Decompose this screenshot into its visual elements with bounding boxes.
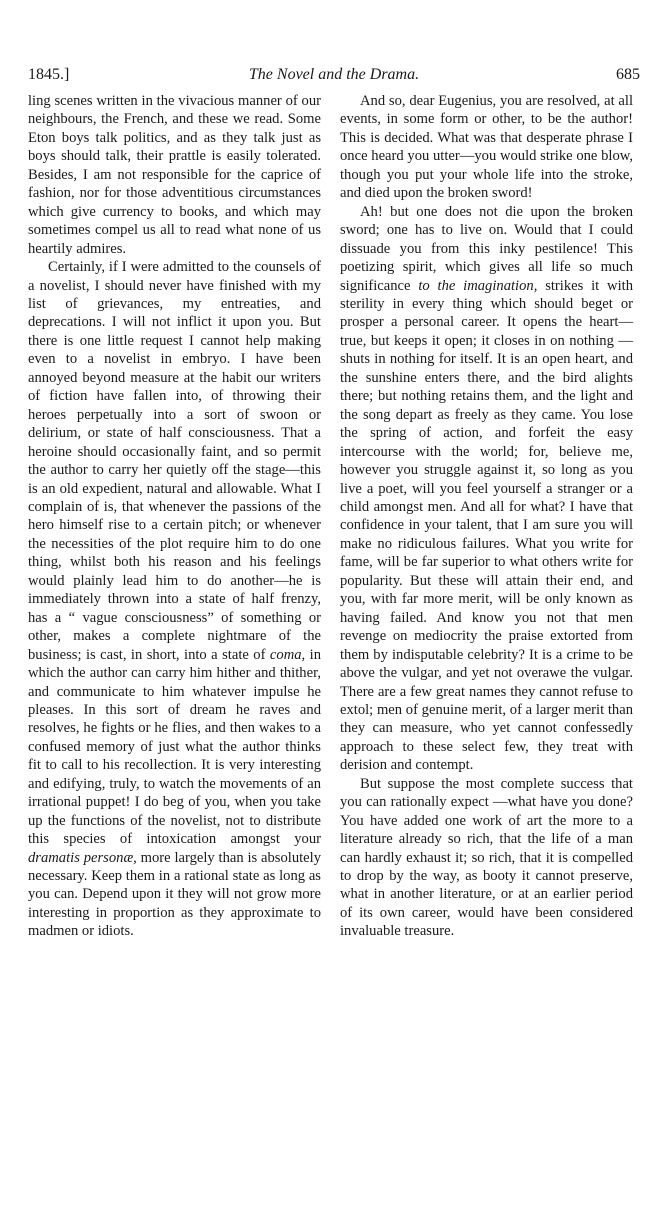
- left-column: [28, 92, 321, 941]
- text-run: more largely than is absolutely necessary. Keep them in a rational state as long as you can. Depend upon it they will not grow more interesting in proportion as they approximate to madmen or idiots.: [28, 849, 322, 940]
- italic-text: coma,: [269, 646, 306, 663]
- text-run: strikes it with sterility in every thing which should beget or prosper a personal career. It opens the heart—true, but keeps it open; it closes in on nothing —shuts in nothing for itself. It is an open heart, and the sunshine enters there, and the bird alights there; but nothing retains them, and the light and the song depart as freely as they came. You lose the spring of action, and forfeit the easy intercourse with the world; for, believe me, however you struggle against it, so long as you live a poet, will you feel yourself a stranger or a child amongst men. And all for what? I have that confidence in your talent, that I am sure you will make no ridiculous failures. What you write for fame, will be far superior to what others write for popularity. But these will attain their end, and you, with far more merit, will be only known as having failed. And know you not that men revenge on mediocrity the praise extorted from them by indisputable celebrity? It is a crime to be above the vulgar, and yet not overawe the vulgar. There are a few great names they cannot refuse to extol; men of genuine merit, of a larger merit than they can measure, who yet cannot confessedly approach to these select few, they treat with derision and contempt.: [340, 277, 633, 774]
- text-run: in which the author can carry him hither and thither, and communicate to him whatever impulse he pleases. In this sort of dream he raves and resolves, he fights or he flies, and then wakes to a confused memory of just what the author thinks fit to call to his recollection. It is very interesting and edifying, truly, to watch the movements of an irrational puppet! I do beg of you, when you take up the functions of the novelist, not to distribute this species of intoxication amongst your: [28, 646, 321, 848]
- text-run: Ah! but one does not die upon the broken sword; one has to live on. Would that I could dissuade you from this inky pestilence! This poetizing spirit, which gives all life so much significance: [340, 203, 633, 294]
- italic-text: to the imagination,: [418, 277, 538, 294]
- right-column: [340, 92, 633, 941]
- paragraph: And so, dear Eugenius, you are resolved, at all events, in some form or other, to be the author! This is decided. What was that desperate phrase I once heard you utter—you would strike one blow, though you put your whole life into the stroke, and died upon the broken sword!: [340, 93, 633, 202]
- paragraph: [28, 258, 321, 941]
- page-number: 685: [616, 66, 640, 83]
- paragraph: ling scenes written in the vivacious manner of our neighbours, the French, and these we read. Some Eton boys talk politics, and as they talk just as boys should talk, their prattle is easily tolerated. Besides, I am not responsible for the caprice of fashion, nor for those adventitious circumstances which give currency to books, and which may sometimes compel us all to read what none of us heartily admires.: [28, 93, 321, 257]
- running-header: [28, 66, 640, 88]
- italic-text: dramatis personæ,: [28, 849, 137, 866]
- paragraph: But suppose the most complete success that you can rationally expect —what have you done? You have added one work of art the more to a literature already so rich, that the life of a man can hardly exhaust it; so rich, that it is compelled to drop by the way, as booty it cannot preserve, what in another literature, or at an earlier period of its own career, would have been considered invaluable treasure.: [340, 775, 633, 940]
- header-title: The Novel and the Drama.: [248, 66, 420, 83]
- header-date: 1845.]: [28, 66, 70, 83]
- text-run: Certainly, if I were admitted to the counsels of a novelist, I should never have finished with my list of grievances, my entreaties, and deprecations. I will not inflict it upon you. But there is one little request I cannot help making even to a novelist in embryo. I have been annoyed beyond measure at the habit our writers of fiction have fallen into, of throwing their heroes perpetually into a sort of swoon or delirium, or state of half consciousness. That a heroine should occasionally faint, and so permit the author to carry her quietly off the stage—this is an old expedient, natural and allowable. What I complain of is, that whenever the passions of the hero himself rise to a certain pitch; or whenever the necessities of the plot require him to do one thing, whilst both his reason and his feelings would plainly lead him to do another—he is immediately thrown into a state of half frenzy, has a “ vague consciousness” of something or other, makes a complete nightmare of the business; is cast, in short, into a state of: [28, 259, 321, 663]
- paragraph: [340, 203, 633, 775]
